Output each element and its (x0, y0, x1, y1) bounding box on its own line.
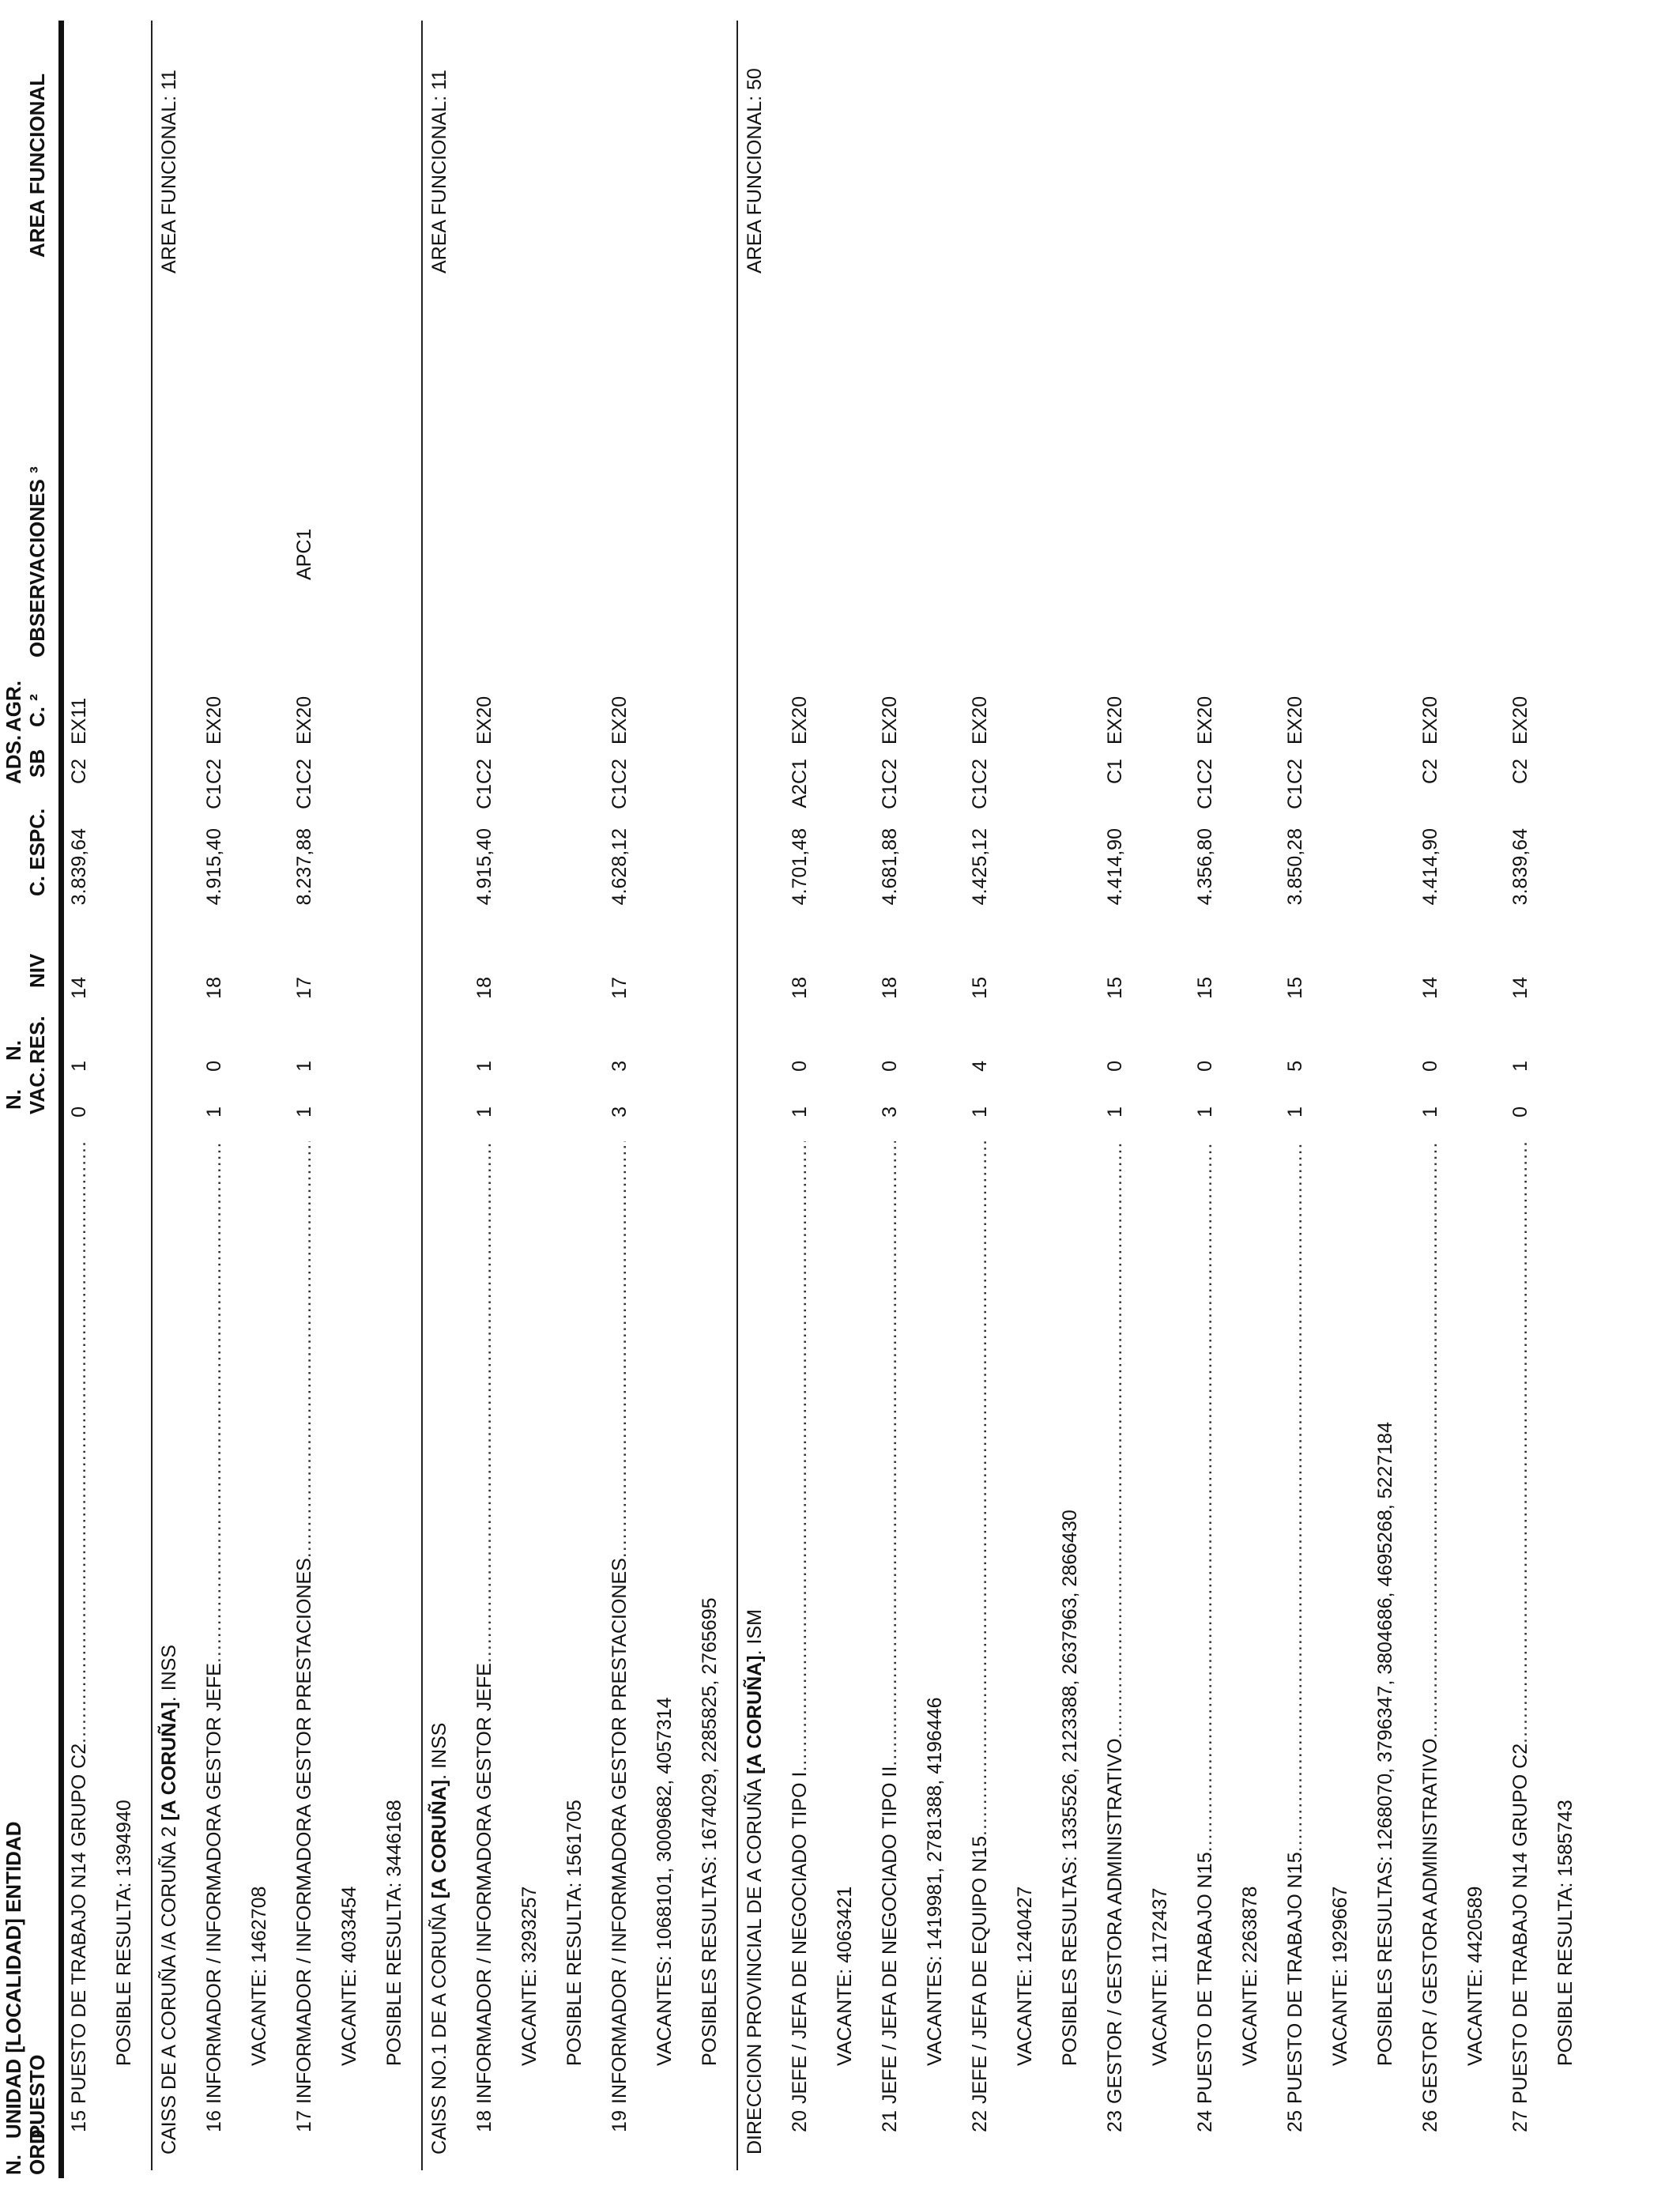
dot-leader (1193, 1141, 1217, 1852)
n-res: 0 (789, 1061, 811, 1072)
n-res: 1 (1509, 1061, 1531, 1072)
dot-leader (202, 1141, 226, 1663)
ads-sb: C2 (1509, 759, 1531, 784)
detail-row (112, 0, 136, 2194)
ads-sb: C1 (1104, 759, 1126, 784)
puesto-name: INFORMADOR / INFORMADORA GESTOR JEFE (203, 1663, 225, 2104)
unit-locality: [A CORUÑA] (744, 1655, 766, 1774)
niv: 17 (293, 977, 315, 999)
dot-leader (608, 1141, 631, 1558)
niv: 18 (789, 977, 811, 999)
niv: 14 (68, 977, 90, 999)
header-n-vac-line2: VAC. (25, 1066, 49, 1114)
detail-row (382, 0, 406, 2194)
observaciones: APC1 (293, 528, 315, 580)
ads-sb: C1C2 (969, 759, 991, 809)
dot-leader (788, 1141, 812, 1772)
unit-name-text: CAISS NO.1 DE A CORUÑA (428, 1898, 450, 2154)
niv: 15 (969, 977, 991, 999)
puesto-name: PUESTO DE TRABAJO N14 GRUPO C2 (1509, 1743, 1531, 2104)
table-row (67, 0, 91, 2194)
table-row (202, 0, 226, 2194)
c-espc: 4.425,12 (969, 828, 991, 906)
dot-leader (1283, 1141, 1307, 1852)
puesto-cell (968, 1141, 992, 2104)
dot-leader (968, 1141, 992, 1836)
n-vac: 1 (1284, 1106, 1306, 1118)
n-vac: 0 (1509, 1106, 1531, 1118)
ads-sb: A2C1 (789, 759, 811, 809)
ads-sb: C1C2 (608, 759, 631, 809)
unit-name-text: CAISS DE A CORUÑA /A CORUÑA 2 (158, 1820, 180, 2154)
detail-text: VACANTES: 1068101, 3009682, 4057314 (654, 1697, 676, 2066)
c-espc: 4.701,48 (789, 828, 811, 906)
detail-text: VACANTES: 1419981, 2781388, 4196446 (924, 1697, 946, 2066)
detail-text: VACANTE: 1172437 (1149, 1887, 1171, 2066)
puesto-name: INFORMADOR / INFORMADORA GESTOR JEFE (473, 1663, 495, 2104)
detail-text: VACANTE: 4063421 (834, 1886, 856, 2066)
n-res: 4 (969, 1061, 991, 1072)
puesto-name: GESTOR / GESTORA ADMINISTRATIVO (1104, 1738, 1126, 2104)
detail-text: POSIBLES RESULTAS: 1674029, 2285825, 2765695 (699, 1597, 721, 2066)
header-ads-line2: SB (25, 748, 49, 778)
detail-row (518, 0, 541, 2194)
area-funcional: AREA FUNCIONAL: 11 (428, 70, 450, 273)
n-vac: 0 (68, 1106, 90, 1118)
n-res: 0 (879, 1061, 901, 1072)
n-vac: 1 (473, 1106, 495, 1118)
detail-text: VACANTE: 4033454 (338, 1886, 360, 2066)
n-ord: 27 (1509, 2110, 1531, 2132)
header-unidad: UNIDAD [LOCALIDAD] ENTIDAD (2, 1821, 25, 2139)
unit-row (428, 0, 451, 2194)
unit-entity: . INSS (428, 1722, 450, 1780)
table-row (1418, 0, 1442, 2194)
puesto-cell (473, 1141, 496, 2104)
detail-row (1148, 0, 1172, 2194)
agr-c: EX20 (473, 696, 495, 745)
dot-leader (292, 1141, 316, 1558)
n-res: 5 (1284, 1061, 1306, 1072)
detail-row (1058, 0, 1082, 2194)
agr-c: EX20 (203, 696, 225, 745)
header-ads-line1: ADS. (2, 734, 25, 784)
detail-text: POSIBLE RESULTA: 1585743 (1554, 1800, 1576, 2066)
agr-c: EX20 (1284, 696, 1306, 745)
puesto-name: PUESTO DE TRABAJO N14 GRUPO C2 (68, 1743, 90, 2104)
niv: 14 (1509, 977, 1531, 999)
niv: 14 (1419, 977, 1441, 999)
c-espc: 4.915,40 (203, 828, 225, 906)
niv: 18 (473, 977, 495, 999)
ads-sb: C1C2 (879, 759, 901, 809)
n-ord: 15 (68, 2110, 90, 2132)
detail-text: POSIBLE RESULTA: 3446168 (383, 1800, 405, 2066)
header-puesto: PUESTO (25, 2054, 49, 2139)
n-vac: 1 (293, 1106, 315, 1118)
c-espc: 3.850,28 (1284, 828, 1306, 906)
ads-sb: C1C2 (203, 759, 225, 809)
niv: 17 (608, 977, 631, 999)
agr-c: EX20 (608, 696, 631, 745)
n-ord: 18 (473, 2110, 495, 2132)
table-row (788, 0, 812, 2194)
puesto-cell (1103, 1141, 1127, 2104)
n-res: 0 (1419, 1061, 1441, 1072)
detail-row (1013, 0, 1037, 2194)
n-res: 1 (68, 1061, 90, 1072)
puesto-name: INFORMADOR / INFORMADORA GESTOR PRESTACIONES (293, 1558, 315, 2104)
niv: 15 (1194, 977, 1216, 999)
ads-sb: C2 (1419, 759, 1441, 784)
puesto-name: PUESTO DE TRABAJO N15 (1284, 1852, 1306, 2104)
agr-c: EX20 (1419, 696, 1441, 745)
n-vac: 3 (608, 1106, 631, 1118)
header-rule (58, 21, 64, 2178)
ads-sb: C1C2 (1194, 759, 1216, 809)
n-ord: 24 (1194, 2110, 1216, 2132)
n-ord: 16 (203, 2110, 225, 2132)
table-row (292, 0, 316, 2194)
ads-sb: C1C2 (1284, 759, 1306, 809)
niv: 18 (879, 977, 901, 999)
dot-leader (67, 1141, 91, 1744)
detail-text: VACANTE: 4420589 (1464, 1886, 1486, 2066)
detail-text: VACANTE: 2263878 (1239, 1886, 1261, 2066)
puesto-name: PUESTO DE TRABAJO N15 (1194, 1852, 1216, 2104)
c-espc: 4.915,40 (473, 828, 495, 906)
n-res: 0 (1104, 1061, 1126, 1072)
detail-text: POSIBLES RESULTAS: 1268070, 3796347, 3804686, 4695268, 5227184 (1374, 1422, 1396, 2066)
table-row (1283, 0, 1307, 2194)
puesto-name: JEFE / JEFA DE EQUIPO N15 (969, 1836, 991, 2104)
section-divider (736, 21, 738, 2170)
area-funcional: AREA FUNCIONAL: 11 (158, 70, 180, 273)
n-res: 0 (1194, 1061, 1216, 1072)
n-vac: 1 (789, 1106, 811, 1118)
section-divider (151, 21, 153, 2170)
agr-c: EX20 (1509, 696, 1531, 745)
unit-name (743, 1609, 767, 2154)
puesto-name: JEFE / JEFA DE NEGOCIADO TIPO I (789, 1771, 811, 2104)
detail-row (563, 0, 586, 2194)
table-header (0, 21, 60, 2178)
n-vac: 3 (879, 1106, 901, 1118)
unit-name-text: DIRECCION PROVINCIAL DE A CORUÑA (744, 1774, 766, 2154)
header-n-ord-line1: N. (2, 2154, 25, 2175)
unit-locality: [A CORUÑA] (428, 1779, 450, 1899)
table-row (1509, 0, 1532, 2194)
header-area-funcional: AREA FUNCIONAL (25, 73, 49, 258)
detail-row (1554, 0, 1577, 2194)
unit-name (157, 1645, 181, 2154)
n-ord: 21 (879, 2110, 901, 2132)
detail-row (653, 0, 676, 2194)
n-vac: 1 (969, 1106, 991, 1118)
agr-c: EX20 (879, 696, 901, 745)
unit-row (743, 0, 767, 2194)
table-row (1193, 0, 1217, 2194)
header-n-ord-line2: ORD. (25, 2124, 49, 2175)
niv: 18 (203, 977, 225, 999)
detail-text: VACANTE: 1240427 (1014, 1886, 1036, 2066)
c-espc: 4.414,90 (1419, 828, 1441, 906)
puesto-name: GESTOR / GESTORA ADMINISTRATIVO (1419, 1738, 1441, 2104)
c-espc: 4.356,80 (1194, 828, 1216, 906)
puesto-cell (878, 1141, 902, 2104)
section-divider (421, 21, 423, 2170)
c-espc: 4.628,12 (608, 828, 631, 906)
detail-row (923, 0, 947, 2194)
agr-c: EX11 (68, 697, 90, 745)
header-observaciones: OBSERVACIONES ³ (25, 466, 49, 658)
puesto-cell (1193, 1141, 1217, 2104)
c-espc: 4.681,88 (879, 828, 901, 906)
niv: 15 (1284, 977, 1306, 999)
ads-sb: C1C2 (473, 759, 495, 809)
unit-row (157, 0, 181, 2194)
niv: 15 (1104, 977, 1126, 999)
table-row (608, 0, 631, 2194)
table-row (473, 0, 496, 2194)
n-vac: 1 (203, 1106, 225, 1118)
detail-text: POSIBLE RESULTA: 1561705 (563, 1800, 586, 2066)
detail-row (247, 0, 271, 2194)
puesto-cell (1283, 1141, 1307, 2104)
c-espc: 8.237,88 (293, 828, 315, 906)
ads-sb: C2 (68, 759, 90, 784)
table-row (968, 0, 992, 2194)
agr-c: EX20 (1194, 696, 1216, 745)
puesto-cell (788, 1141, 812, 2104)
n-res: 0 (203, 1061, 225, 1072)
header-n-res-line1: N. (2, 1040, 25, 1061)
detail-row (337, 0, 361, 2194)
header-c-espc: C. ESPC. (25, 808, 49, 896)
detail-text: POSIBLES RESULTAS: 1335526, 2123388, 2637963, 2866430 (1059, 1510, 1081, 2066)
dot-leader (1103, 1141, 1127, 1738)
c-espc: 3.839,64 (68, 828, 90, 906)
n-vac: 1 (1104, 1106, 1126, 1118)
unit-name (428, 1723, 451, 2154)
detail-text: POSIBLE RESULTA: 1394940 (113, 1800, 135, 2066)
puesto-cell (608, 1141, 631, 2104)
detail-row (1328, 0, 1352, 2194)
puesto-cell (1418, 1141, 1442, 2104)
puesto-cell (1509, 1141, 1532, 2104)
agr-c: EX20 (1104, 696, 1126, 745)
n-ord: 17 (293, 2110, 315, 2132)
puesto-name: INFORMADOR / INFORMADORA GESTOR PRESTACIONES (608, 1558, 631, 2104)
puesto-cell (202, 1141, 226, 2104)
detail-row (1373, 0, 1397, 2194)
n-ord: 20 (789, 2110, 811, 2132)
header-n-res-line2: RES. (25, 1016, 49, 1064)
unit-locality: [A CORUÑA] (158, 1702, 180, 1821)
n-vac: 1 (1419, 1106, 1441, 1118)
agr-c: EX20 (789, 696, 811, 745)
c-espc: 4.414,90 (1104, 828, 1126, 906)
dot-leader (878, 1141, 902, 1766)
detail-row (1238, 0, 1262, 2194)
detail-row (833, 0, 857, 2194)
detail-text: VACANTE: 1929667 (1329, 1886, 1351, 2066)
n-res: 1 (293, 1061, 315, 1072)
n-ord: 19 (608, 2110, 631, 2132)
dot-leader (1418, 1141, 1442, 1738)
puesto-cell (67, 1141, 91, 2104)
header-n-vac-line1: N. (2, 1089, 25, 1110)
area-funcional: AREA FUNCIONAL: 50 (744, 68, 766, 273)
detail-text: VACANTE: 3293257 (518, 1886, 541, 2066)
puesto-name: JEFE / JEFA DE NEGOCIADO TIPO II (879, 1766, 901, 2104)
header-niv: NIV (25, 953, 49, 988)
n-res: 1 (473, 1061, 495, 1072)
header-agr-line1: AGR. (2, 680, 25, 732)
dot-leader (473, 1141, 496, 1663)
dot-leader (1509, 1141, 1532, 1744)
n-ord: 25 (1284, 2110, 1306, 2132)
ads-sb: C1C2 (293, 759, 315, 809)
n-vac: 1 (1194, 1106, 1216, 1118)
agr-c: EX20 (969, 696, 991, 745)
agr-c: EX20 (293, 696, 315, 745)
unit-entity: . INSS (158, 1644, 180, 1702)
puesto-cell (292, 1141, 316, 2104)
n-ord: 22 (969, 2110, 991, 2132)
table-row (1103, 0, 1127, 2194)
detail-row (1463, 0, 1487, 2194)
detail-row (698, 0, 721, 2194)
c-espc: 3.839,64 (1509, 828, 1531, 906)
n-ord: 26 (1419, 2110, 1441, 2132)
table-row (878, 0, 902, 2194)
n-ord: 23 (1104, 2110, 1126, 2132)
unit-entity: . ISM (744, 1609, 766, 1656)
header-agr-line2: C. ² (25, 694, 49, 727)
detail-text: VACANTE: 1462708 (248, 1886, 270, 2066)
n-res: 3 (608, 1061, 631, 1072)
